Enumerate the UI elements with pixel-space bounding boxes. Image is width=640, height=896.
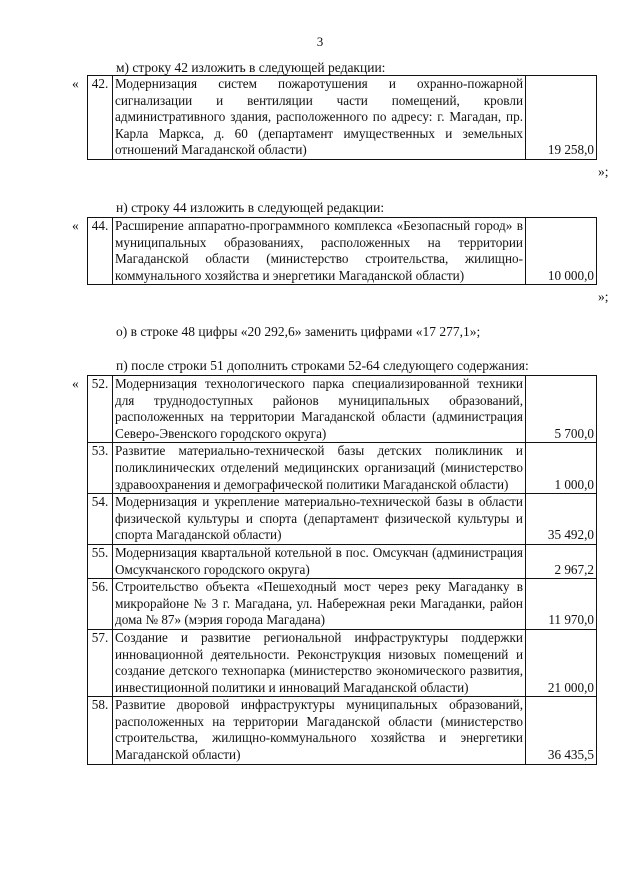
row-amount: 35 492,0 [526,494,597,545]
row-description: Строительство объекта «Пешеходный мост через реку Магаданку в микрорайоне № 3 г. Магадана, ул. Набережная реки Магаданки, район дома № 87» (мэрия города Магадана) [113,579,526,630]
row-number: 44. [88,218,113,285]
row-amount: 10 000,0 [526,218,597,285]
table-m [87,75,597,160]
row-description: Развитие материально-технической базы детских поликлиник и поликлинических отделений медицинских организаций (министерство здравоохранения и демографической политики Магаданской области) [113,443,526,494]
table-row [88,494,597,545]
row-number: 54. [88,494,113,545]
table-row [88,629,597,696]
opening-quote-m: « [72,76,79,91]
row-description: Модернизация и укрепление материально-технической базы в области физической культуры и спорта (департамент физической культуры и спорта Магаданской области) [113,494,526,545]
row-amount: 5 700,0 [526,376,597,443]
closing-quote-n: »; [598,289,609,304]
table-row [88,443,597,494]
row-number: 56. [88,579,113,630]
row-amount: 19 258,0 [526,76,597,160]
closing-quote-m: »; [598,164,609,179]
row-number: 55. [88,544,113,578]
table-row [88,76,597,160]
table-row [88,544,597,578]
row-number: 57. [88,629,113,696]
row-number: 53. [88,443,113,494]
row-description: Модернизация систем пожаротушения и охранно-пожарной сигнализации и вентиляции части помещений, кровли административного здания, расположенного по адресу: г. Магадан, пр. Карла Маркса, д. 60 (департамент имущественных и земельных отношений Магаданской области) [113,76,526,160]
page-number: 3 [316,34,324,49]
instruction-m: м) строку 42 изложить в следующей редакции: [116,60,386,75]
table-row [88,579,597,630]
row-amount: 1 000,0 [526,443,597,494]
row-description: Модернизация квартальной котельной в пос. Омсукчан (администрация Омсукчанского городского округа) [113,544,526,578]
opening-quote-p: « [72,376,79,391]
row-amount: 11 970,0 [526,579,597,630]
table-row [88,697,597,764]
row-description: Модернизация технологического парка специализированной техники для труднодоступных районов муниципальных образований, расположенных на территории Магаданской области (администрация Северо-Эвенского городского округа) [113,376,526,443]
instruction-o: о) в строке 48 цифры «20 292,6» заменить цифрами «17 277,1»; [116,324,481,339]
table-p [87,375,597,765]
instruction-n: н) строку 44 изложить в следующей редакции: [116,200,385,215]
row-number: 42. [88,76,113,160]
table-row [88,376,597,443]
row-description: Развитие дворовой инфраструктуры муниципальных образований, расположенных на территории Магаданской области (министерство строительства, жилищно-коммунального хозяйства и энергетики Магаданской области) [113,697,526,764]
row-description: Создание и развитие региональной инфраструктуры поддержки инновационной деятельности. Реконструкция низовых помещений и создание детского технопарка (министерство экономического развития, инвестиционной политики и инноваций Магаданской области) [113,629,526,696]
instruction-p: п) после строки 51 дополнить строками 52-64 следующего содержания: [116,358,529,373]
row-number: 58. [88,697,113,764]
opening-quote-n: « [72,218,79,233]
row-amount: 21 000,0 [526,629,597,696]
row-number: 52. [88,376,113,443]
row-amount: 2 967,2 [526,544,597,578]
table-n [87,217,597,285]
table-row [88,218,597,285]
row-amount: 36 435,5 [526,697,597,764]
row-description: Расширение аппаратно-программного комплекса «Безопасный город» в муниципальных образованиях, расположенных на территории Магаданской области (министерство строительства, жилищно-коммунального хозяйства и энергетики Магаданской области) [113,218,526,285]
